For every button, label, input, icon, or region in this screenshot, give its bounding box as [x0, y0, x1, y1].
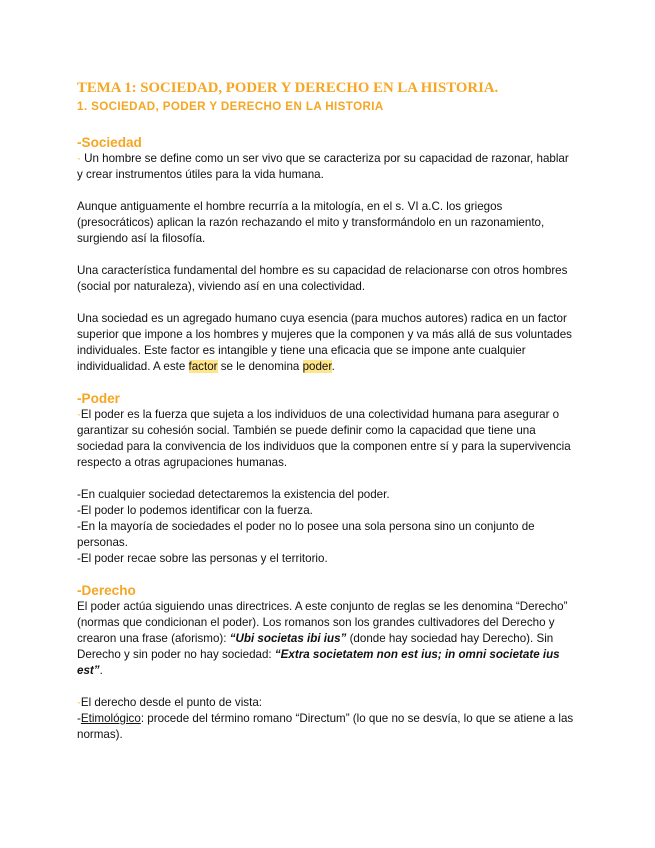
poder-list-item: -En cualquier sociedad detectaremos la existencia del poder. [77, 488, 390, 501]
term-etimologico: Etimológico [80, 712, 141, 725]
sociedad-p4-text-a: Una sociedad es un agregado humano cuya esencia (para muchos autores) radica en un factor superior que impone a los hombres y mujeres que la componen y va más allá de sus voluntades individuales. Este factor es intangible y tiene una eficacia que se impone ante cualquier individualidad. A este [77, 312, 572, 373]
derecho-paragraph-2 [77, 695, 577, 711]
sociedad-p1-text: Un hombre se define como un ser vivo que se caracteriza por su capacidad de razonar, hablar y crear instrumentos útiles para la vida humana. [77, 152, 569, 181]
document-content [77, 78, 577, 743]
derecho-p3-text: : procede del término romano “Directum” (lo que no se desvía, lo que se atiene a las normas). [77, 712, 574, 741]
heading-sociedad: -Sociedad [77, 135, 142, 150]
heading-poder: -Poder [77, 391, 120, 406]
derecho-p1-text-b: (donde hay sociedad hay Derecho). Sin Derecho y sin poder no hay sociedad: [77, 632, 554, 661]
bullet-dot: · [77, 696, 81, 709]
poder-list-item: -El poder lo podemos identificar con la fuerza. [77, 504, 313, 517]
derecho-p2-text: El derecho desde el punto de vista: [80, 696, 262, 709]
poder-p1-text: El poder es la fuerza que sujeta a los individuos de una colectividad humana para asegurar o garantizar su cohesión social. También se puede definir como la capacidad que tiene una sociedad para la convivencia de los individuos que la componen entre sí y para la supervivencia respecto a otras agrupaciones humanas. [77, 408, 571, 469]
sociedad-paragraph-2: Aunque antiguamente el hombre recurría a la mitología, en el s. VI a.C. los griegos (presocráticos) aplican la razón rechazando el mito y transformándolo en un razonamiento, surgiendo así la filosofía. [77, 200, 545, 245]
highlight-poder: poder [302, 360, 332, 373]
section-subtitle: 1. SOCIEDAD, PODER Y DERECHO EN LA HISTORIA [77, 100, 384, 113]
bullet-dot: · [77, 408, 81, 421]
aforismo-extra-societatem: “Extra societatem non est ius; in omni societate ius est” [77, 648, 560, 677]
sociedad-paragraph-1 [77, 151, 577, 183]
document-title: TEMA 1: SOCIEDAD, PODER Y DERECHO EN LA HISTORIA. [77, 80, 499, 96]
derecho-paragraph-1 [77, 599, 577, 679]
derecho-p1-text-c: . [99, 664, 103, 677]
derecho-p1-text-a: El poder actúa siguiendo unas directrices. A este conjunto de reglas se les denomina “Derecho” (normas que condicionan el poder). Los romanos son los grandes cultivadores del Derecho y crearon una frase (aforismo): [77, 600, 568, 645]
sociedad-p4-text-b: se le denomina [217, 360, 303, 373]
sociedad-paragraph-4 [77, 311, 577, 375]
derecho-paragraph-3 [77, 711, 577, 743]
poder-list-item: -En la mayoría de sociedades el poder no lo posee una sola persona sino un conjunto de personas. [77, 520, 535, 549]
sociedad-p4-text-c: . [331, 360, 335, 373]
poder-paragraph-1 [77, 407, 577, 471]
bullet-dot: · [77, 152, 81, 165]
aforismo-ubi-societas: “Ubi societas ibi ius” [229, 632, 347, 645]
derecho-p3-prefix: - [77, 712, 81, 725]
poder-list-item: -El poder recae sobre las personas y el territorio. [77, 552, 328, 565]
sociedad-paragraph-3: Una característica fundamental del hombre es su capacidad de relacionarse con otros hombres (social por naturaleza), viviendo así en una colectividad. [77, 264, 568, 293]
heading-derecho: -Derecho [77, 583, 136, 598]
highlight-factor: factor [188, 360, 218, 373]
